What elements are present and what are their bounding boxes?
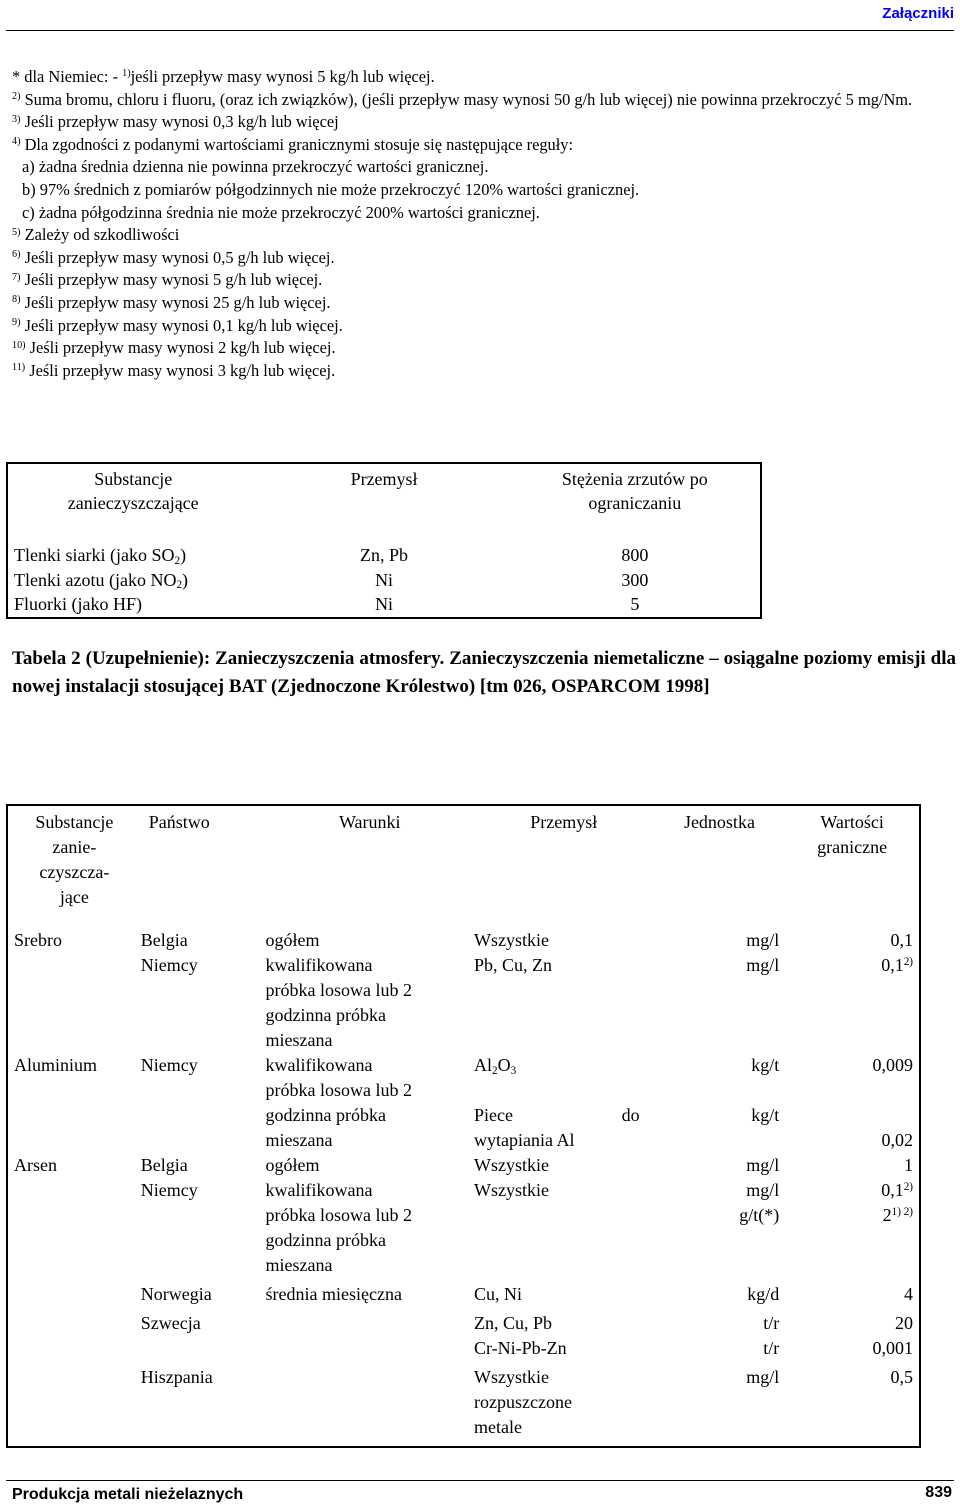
cell-value: 0,1$^{2)}$ $2^{1) 2)}$ — [881, 1180, 913, 1225]
cell-unit: kg/d — [747, 1284, 780, 1304]
cell-value: 300 — [621, 569, 649, 590]
cell-value: 800 — [621, 545, 649, 565]
header-industry: Przemysł — [530, 812, 598, 832]
cell-country: Niemcy — [140, 1055, 198, 1075]
footnotes — [12, 66, 942, 382]
header-substances: Substancje zanieczyszczające — [67, 469, 199, 513]
header-substances: Substancje zanie- czyszcza- jące — [35, 812, 114, 907]
note-4: $^{4)}$ Dla zgodności z podanymi wartościami granicznymi stosuje się następujące reguły: — [12, 134, 574, 154]
cell-industry: Ni — [375, 594, 394, 614]
cell-unit: mg/l — [746, 955, 780, 975]
page-number: 839 — [925, 1484, 952, 1501]
cell-country: Hiszpania — [140, 1367, 213, 1387]
table-row — [7, 1153, 920, 1178]
cell-industry: Wszystkie — [474, 1155, 549, 1175]
cell-industry: Zn, Cu, Pb Cr-Ni-Pb-Zn — [474, 1313, 567, 1358]
table-header-row — [7, 463, 761, 543]
cell-country: Szwecja — [140, 1313, 201, 1333]
table-header-row — [7, 805, 920, 924]
note-6: $^{6)}$ Jeśli przepływ masy wynosi 0,5 g/h lub więcej. — [12, 247, 335, 267]
header-unit: Jednostka — [683, 812, 755, 832]
cell-industry: Cu, Ni — [474, 1284, 523, 1304]
cell-value: 5 — [630, 594, 640, 614]
cell-conditions: kwalifikowana próbka losowa lub 2 godzinna próbka mieszana — [265, 1055, 412, 1150]
cell-industry: Ni — [375, 569, 394, 590]
cell-value: 0,1 — [890, 930, 913, 950]
cell-unit: mg/l g/t(*) — [739, 1180, 780, 1225]
cell-conditions: średnia miesięczna — [265, 1284, 402, 1304]
note-4c: c) żadna półgodzinna średnia nie może przekroczyć 200% wartości granicznej. — [22, 202, 540, 222]
cell-substance: Tlenki siarki (jako $SO_2$) — [14, 545, 187, 567]
table-row — [7, 543, 761, 568]
header-country: Państwo — [148, 812, 210, 832]
header-industry: Przemysł — [350, 469, 418, 489]
cell-value: 0,5 — [890, 1367, 913, 1387]
cell-substance: Arsen — [14, 1155, 57, 1175]
cell-industry: $Al_2O_3$ Piece do wytapiania Al — [474, 1055, 640, 1150]
cell-unit: t/r t/r — [763, 1313, 780, 1358]
cell-substance: Aluminium — [14, 1055, 98, 1075]
note-2: $^{2)}$ Suma bromu, chloru i fluoru, (oraz ich związków), (jeśli przepływ masy wynosi 50 g/h lub więcej) nie powinna przekroczyć 5 mg/Nm. — [12, 89, 913, 109]
cell-value: 1 — [904, 1155, 913, 1175]
note-11: $^{11)}$ Jeśli przepływ masy wynosi 3 kg/h lub więcej. — [12, 360, 336, 380]
table-row — [7, 953, 920, 1053]
cell-industry: Wszystkie — [474, 930, 549, 950]
header-concentration: Stężenia zrzutów po ograniczaniu — [561, 469, 708, 513]
cell-value: 0,1$^{2)}$ — [881, 955, 913, 975]
cell-unit: mg/l — [746, 930, 780, 950]
cell-country: Niemcy — [140, 955, 198, 975]
note-9: $^{9)}$ Jeśli przepływ masy wynosi 0,1 kg/h lub więcej. — [12, 315, 343, 335]
table-row — [7, 568, 761, 593]
cell-country: Belgia — [140, 930, 188, 950]
cell-industry: Pb, Cu, Zn — [474, 955, 553, 975]
cell-value: 20 0,001 — [872, 1313, 913, 1358]
cell-conditions: ogółem — [265, 1155, 320, 1175]
emission-limits-table — [6, 804, 921, 1448]
note-3: $^{3)}$ Jeśli przepływ masy wynosi 0,3 kg/h lub więcej — [12, 112, 339, 132]
note-4b: b) 97% średnich z pomiarów półgodzinnych nie może przekroczyć 120% wartości granicznej. — [22, 179, 640, 199]
cell-substance: Fluorki (jako HF) — [14, 594, 142, 614]
note-10: $^{10)}$ Jeśli przepływ masy wynosi 2 kg/h lub więcej. — [12, 338, 336, 358]
table-row — [7, 1307, 920, 1361]
pollutants-table — [6, 462, 762, 619]
cell-conditions: ogółem — [265, 930, 320, 950]
table-row — [7, 1178, 920, 1278]
cell-substance: Srebro — [14, 930, 62, 950]
cell-value: 0,009 0,02 — [872, 1055, 913, 1150]
cell-substance: Tlenki azotu (jako $NO_2$) — [14, 569, 189, 592]
cell-unit: mg/l — [746, 1155, 780, 1175]
cell-industry: Zn, Pb — [360, 545, 409, 565]
cell-unit: mg/l — [746, 1367, 780, 1387]
cell-country: Belgia — [140, 1155, 188, 1175]
note-8: $^{8)}$ Jeśli przepływ masy wynosi 25 g/h lub więcej. — [12, 292, 331, 312]
note-5: $^{5)}$ Zależy od szkodliwości — [12, 225, 180, 245]
footer-title: Produkcja metali nieżelaznych — [12, 1486, 244, 1503]
cell-conditions: kwalifikowana próbka losowa lub 2 godzinna próbka mieszana — [265, 955, 412, 1050]
cell-industry: Wszystkie rozpuszczone metale — [474, 1367, 572, 1437]
footer-rule — [6, 1480, 954, 1481]
cell-country: Niemcy — [140, 1180, 198, 1200]
cell-industry: Wszystkie — [474, 1180, 549, 1200]
cell-unit: kg/t kg/t — [751, 1055, 780, 1125]
note-4a: a) żadna średnia dzienna nie powinna przekroczyć wartości granicznej. — [22, 157, 489, 177]
table-row — [7, 924, 920, 953]
table-row — [7, 1361, 920, 1447]
header-rule — [6, 30, 954, 31]
table-caption: Tabela 2 (Uzupełnienie): Zanieczyszczenia atmosfery. Zanieczyszczenia niemetaliczne – osiągalne poziomy emisji dla nowej instalacji stosującej BAT (Zjednoczone Królestwo) [tm 026, OSPARCOM 1998] — [12, 648, 956, 697]
cell-conditions: kwalifikowana próbka losowa lub 2 godzinna próbka mieszana — [265, 1180, 412, 1275]
section-title: Załączniki — [882, 5, 954, 22]
note-7: $^{7)}$ Jeśli przepływ masy wynosi 5 g/h lub więcej. — [12, 270, 323, 290]
table-row — [7, 1278, 920, 1307]
table-row — [7, 1053, 920, 1153]
header-conditions: Warunki — [338, 812, 401, 832]
cell-country: Norwegia — [140, 1284, 212, 1304]
header-limit: Wartości graniczne — [817, 812, 888, 857]
table-row — [7, 592, 761, 618]
note-germany: * dla Niemiec: - $^{1)}$jeśli przepływ masy wynosi 5 kg/h lub więcej. — [12, 67, 435, 86]
cell-value: 4 — [904, 1284, 913, 1304]
